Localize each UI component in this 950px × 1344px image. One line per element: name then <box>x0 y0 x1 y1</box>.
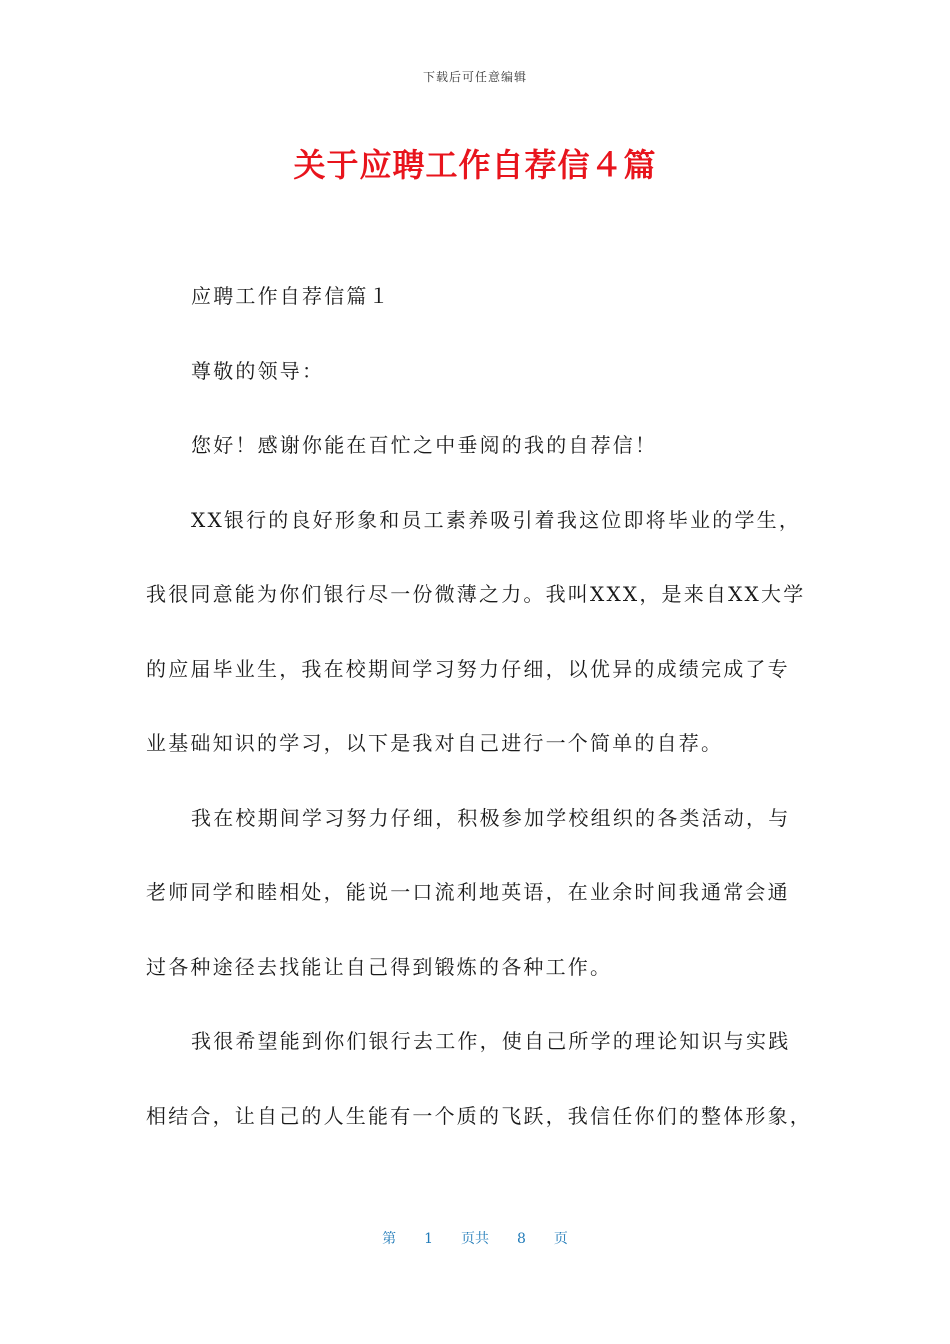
body-line: 尊敬的领导： <box>191 358 325 383</box>
footer-total-pages: 8 <box>517 1231 526 1247</box>
body-line: 的应届毕业生，我在校期间学习努力仔细，以优异的成绩完成了专 <box>146 656 790 681</box>
body-line: 相结合，让自己的人生能有一个质的飞跃，我信任你们的整体形象， <box>146 1103 812 1128</box>
footer-label-page: 第 <box>382 1231 397 1247</box>
body-line: 您好！感谢你能在百忙之中垂阅的我的自荐信！ <box>191 433 658 457</box>
body-line: 应聘工作自荐信篇１ <box>191 284 391 308</box>
footer-label-end: 页 <box>553 1231 568 1247</box>
document-body <box>146 259 812 1153</box>
body-line: 我很同意能为你们银行尽一份微薄之力。我叫XXX，是来自XX大学 <box>146 582 806 606</box>
page-footer <box>0 1228 950 1248</box>
body-line: XX银行的良好形象和员工素养吸引着我这位即将毕业的学生， <box>191 507 802 532</box>
body-line: 老师同学和睦相处，能说一口流利地英语，在业余时间我通常会通 <box>146 880 790 904</box>
header-note: 下载后可任意编辑 <box>422 70 527 84</box>
footer-current-page: 1 <box>424 1231 433 1247</box>
body-line: 我很希望能到你们银行去工作，使自己所学的理论知识与实践 <box>191 1029 791 1053</box>
document-title: 关于应聘工作自荐信４篇 <box>293 146 657 184</box>
body-line: 业基础知识的学习，以下是我对自己进行一个简单的自荐。 <box>146 731 724 755</box>
body-line: 过各种途径去找能让自己得到锻炼的各种工作。 <box>146 954 613 979</box>
body-line: 我在校期间学习努力仔细，积极参加学校组织的各类活动，与 <box>191 805 791 830</box>
footer-label-total: 页共 <box>461 1231 489 1247</box>
